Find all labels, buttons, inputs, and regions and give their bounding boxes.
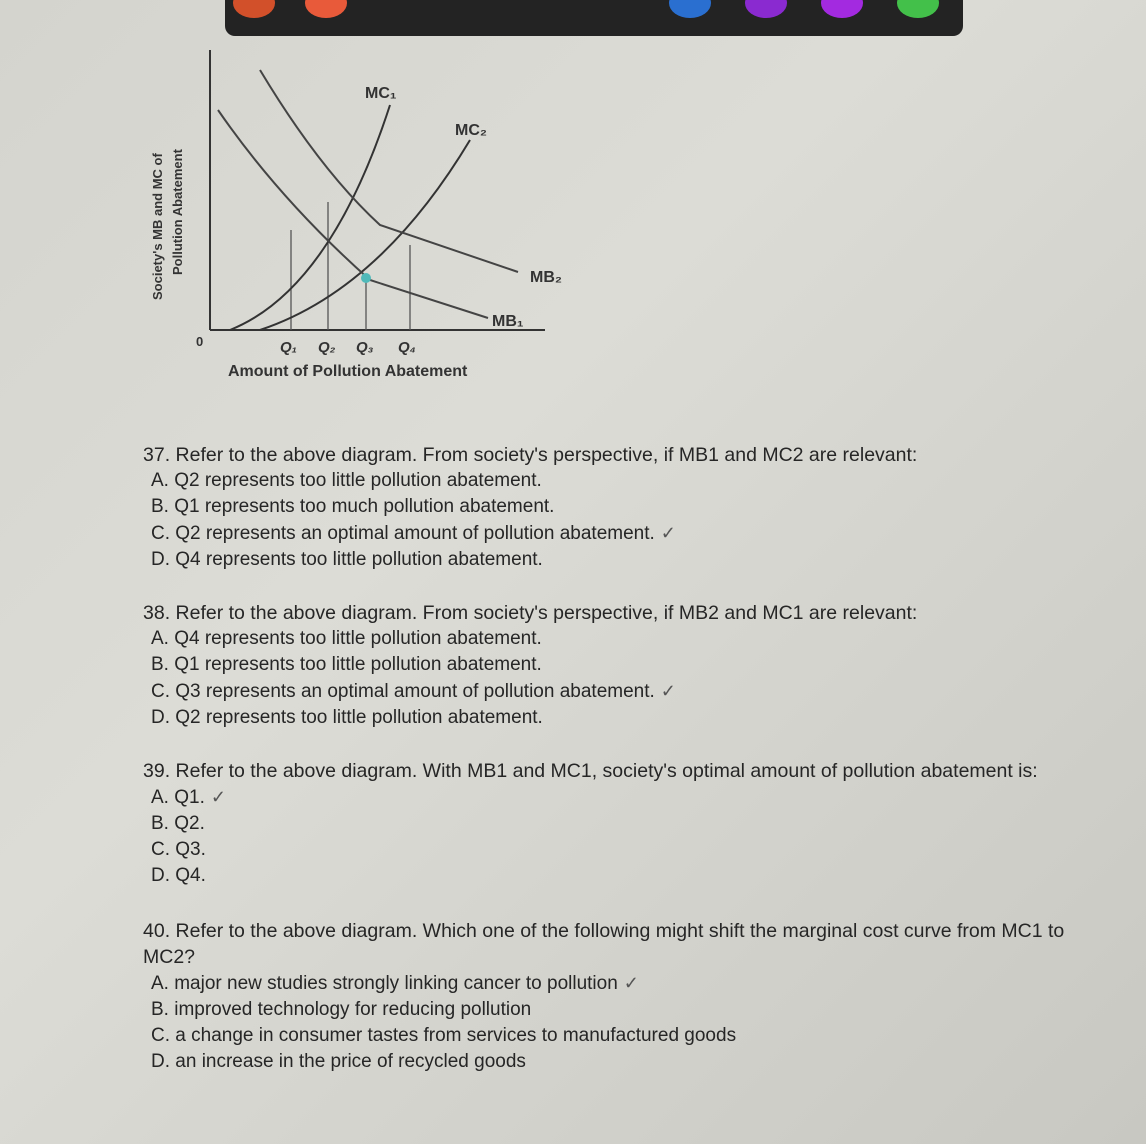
equilibrium-dot [361, 273, 371, 283]
option-b: B. improved technology for reducing pollution [151, 999, 532, 1020]
question-40 [143, 918, 1064, 1075]
question-37 [143, 442, 917, 573]
mb1-curve [218, 110, 488, 318]
option-b: B. Q1 represents too much pollution abatement. [151, 496, 555, 517]
origin-label: 0 [196, 334, 204, 349]
q2-label: Q₂ [318, 339, 336, 356]
option-d: D. Q4. [151, 865, 206, 886]
question-stem: 39. Refer to the above diagram. With MB1 and MC1, society's optimal amount of pollution abatement is: [143, 760, 1038, 782]
question-stem: 37. Refer to the above diagram. From society's perspective, if MB1 and MC2 are relevant: [143, 444, 918, 466]
option-a: A. Q2 represents too little pollution abatement. [151, 470, 542, 491]
option-d: D. an increase in the price of recycled goods [151, 1051, 526, 1072]
color-dot-icon[interactable] [897, 0, 939, 18]
mb2-label: MB₂ [530, 269, 562, 286]
option-d: D. Q4 represents too little pollution abatement. [151, 549, 543, 570]
q3-label: Q₃ [356, 339, 374, 356]
mc1-label: MC₁ [365, 85, 397, 102]
question-stem: 38. Refer to the above diagram. From society's perspective, if MB2 and MC1 are relevant: [143, 602, 918, 624]
y-axis-label-line1: Society's MB and MC of [150, 153, 165, 300]
q1-label: Q₁ [280, 339, 297, 356]
question-39 [143, 758, 1038, 889]
color-dot-icon[interactable] [745, 0, 787, 18]
option-d: D. Q2 represents too little pollution abatement. [151, 707, 543, 728]
option-a: A. Q4 represents too little pollution abatement. [151, 628, 542, 649]
question-38 [143, 600, 917, 731]
x-axis-label: Amount of Pollution Abatement [228, 363, 468, 380]
check-mark-icon: ✓ [660, 681, 676, 701]
option-c: C. a change in consumer tastes from services to manufactured goods [151, 1025, 737, 1046]
check-mark-icon: ✓ [623, 973, 639, 993]
top-toolbar [225, 0, 963, 36]
option-b: B. Q1 represents too little pollution abatement. [151, 654, 542, 675]
color-dot-icon[interactable] [305, 0, 347, 18]
option-a: A. Q1. [151, 787, 205, 808]
question-stem: 40. Refer to the above diagram. Which one of the following might shift the marginal cost curve from MC1 to [143, 920, 1065, 942]
question-stem-continued: MC2? [143, 946, 196, 968]
option-b: B. Q2. [151, 813, 205, 834]
color-dot-icon[interactable] [669, 0, 711, 18]
check-mark-icon: ✓ [660, 523, 676, 543]
abatement-diagram [140, 40, 570, 390]
color-dot-icon[interactable] [821, 0, 863, 18]
option-c: C. Q3 represents an optimal amount of pollution abatement. [151, 681, 655, 702]
mb1-label: MB₁ [492, 313, 524, 330]
option-c: C. Q2 represents an optimal amount of pollution abatement. [151, 523, 655, 544]
y-axis-label-line2: Pollution Abatement [170, 149, 185, 275]
mc2-label: MC₂ [455, 122, 487, 139]
option-c: C. Q3. [151, 839, 206, 860]
check-mark-icon: ✓ [210, 787, 226, 807]
q4-label: Q₄ [398, 339, 416, 356]
color-dot-icon[interactable] [233, 0, 275, 18]
option-a: A. major new studies strongly linking cancer to pollution [151, 973, 618, 994]
